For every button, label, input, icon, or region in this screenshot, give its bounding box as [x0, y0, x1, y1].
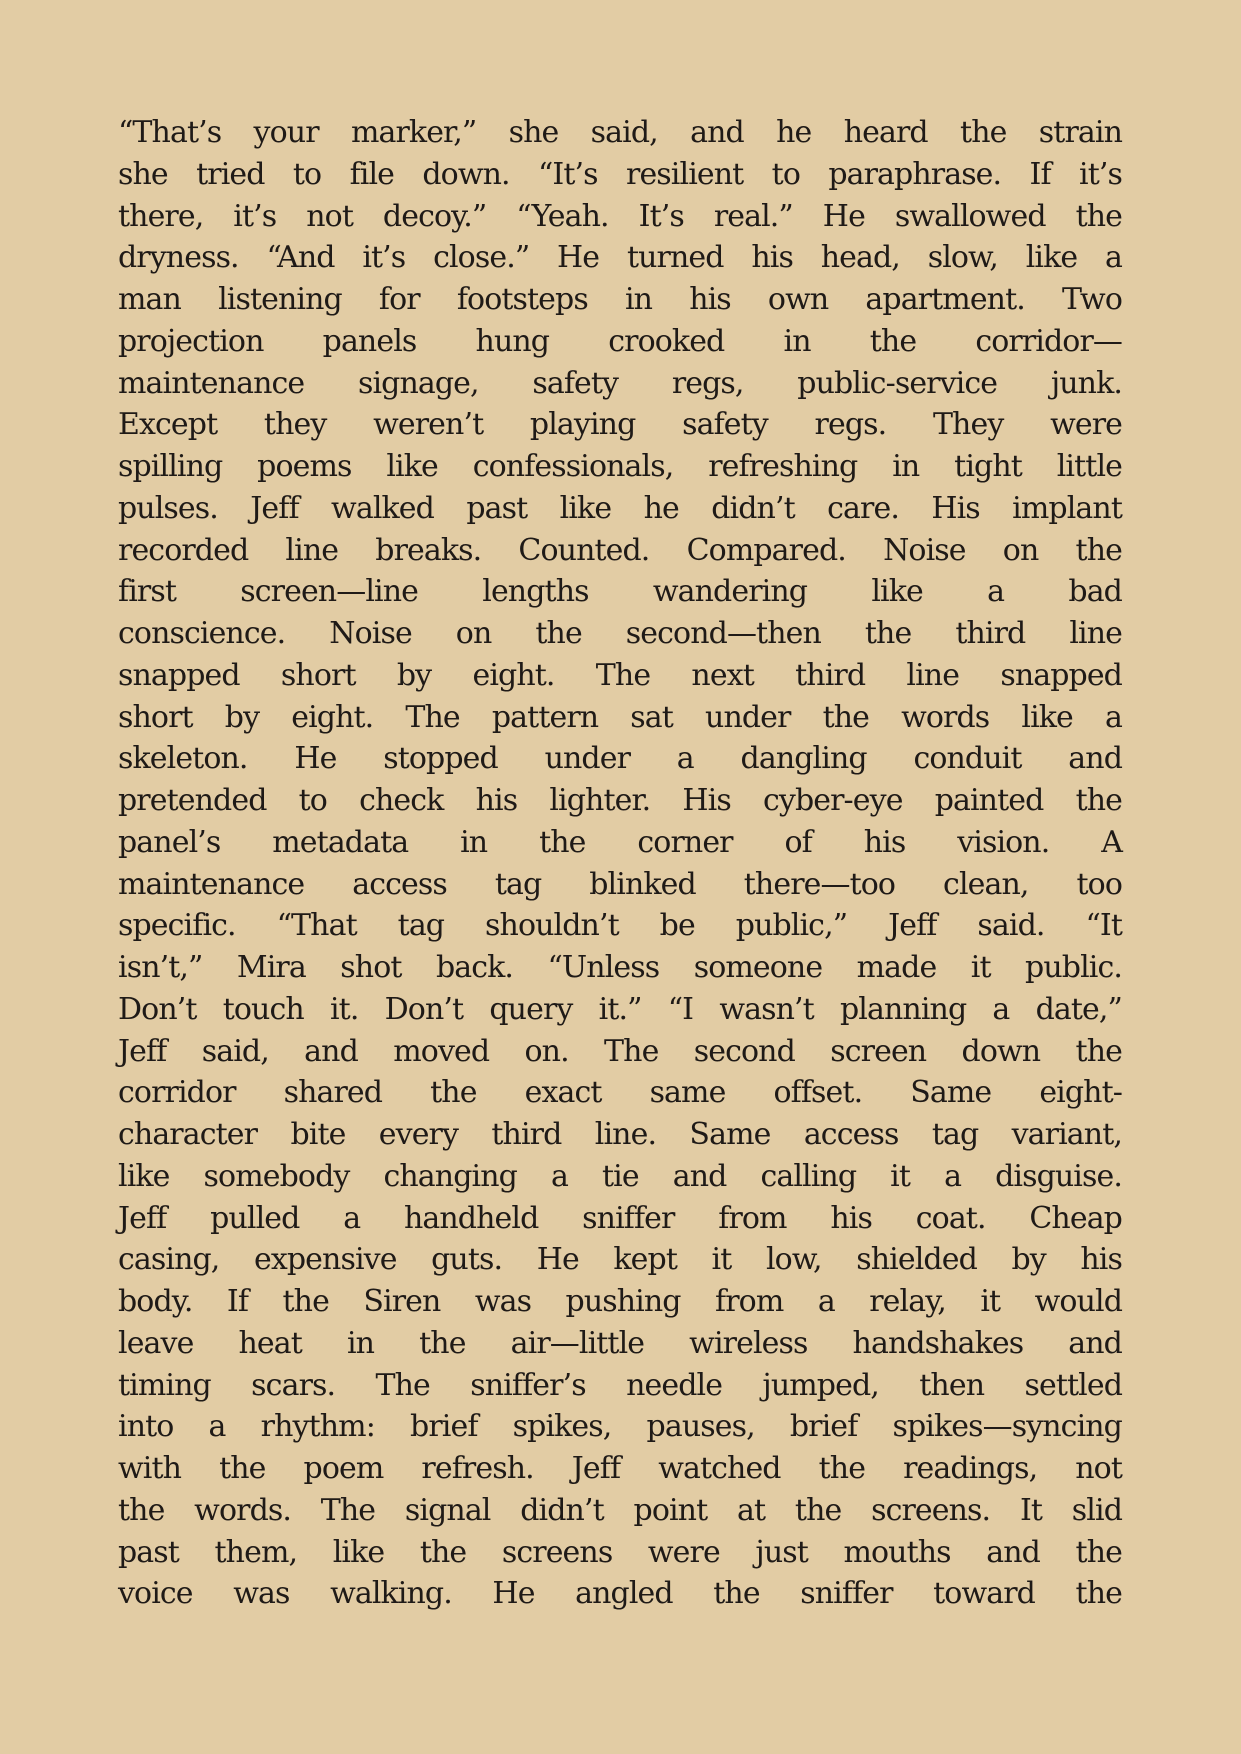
text-line: spilling poems like confessionals, refreshing in tight little [118, 449, 1122, 484]
text-line: dryness. “And it’s close.” He turned his head, slow, like a [118, 240, 1122, 276]
text-line: short by eight. The pattern sat under the words like a [118, 699, 1122, 735]
text-line: timing scars. The sniffer’s needle jumped, then settled [118, 1367, 1122, 1403]
text-line: maintenance signage, safety regs, public-service junk. [118, 365, 1122, 401]
text-line: man listening for footsteps in his own apartment. Two [118, 282, 1122, 317]
text-line: corridor shared the exact same offset. Same eight- [118, 1075, 1122, 1111]
text-line: body. If the Siren was pushing from a relay, it would [118, 1284, 1122, 1319]
text-line: pulses. Jeff walked past like he didn’t care. His implant [118, 490, 1122, 526]
text-line: recorded line breaks. Counted. Compared. Noise on the [118, 532, 1122, 568]
text-line: with the poem refresh. Jeff watched the readings, not [118, 1451, 1122, 1486]
text-line: maintenance access tag blinked there—too clean, too [118, 866, 1122, 902]
text-line: pretended to check his lighter. His cyber-eye painted the [118, 783, 1122, 818]
text-line: conscience. Noise on the second—then the third line [118, 616, 1122, 651]
text-line: there, it’s not decoy.” “Yeah. It’s real.” He swallowed the [118, 198, 1122, 234]
text-line: isn’t,” Mira shot back. “Unless someone made it public. [118, 950, 1122, 985]
text-line: Jeff pulled a handheld sniffer from his coat. Cheap [118, 1200, 1122, 1236]
text-line: she tried to file down. “It’s resilient to paraphrase. If it’s [118, 156, 1122, 192]
text-line: skeleton. He stopped under a dangling conduit and [118, 741, 1122, 777]
document-page [118, 112, 1122, 1615]
text-line: first screen—line lengths wandering like a bad [118, 574, 1122, 610]
text-line: specific. “That tag shouldn’t be public,” Jeff said. “It [118, 908, 1122, 944]
text-line: Don’t touch it. Don’t query it.” “I wasn’t planning a date,” [118, 991, 1122, 1027]
text-line: projection panels hung crooked in the corridor— [118, 323, 1122, 359]
text-line: character bite every third line. Same access tag variant, [118, 1117, 1122, 1152]
text-line: past them, like the screens were just mouths and the [118, 1534, 1122, 1570]
text-line: Jeff said, and moved on. The second screen down the [118, 1033, 1122, 1069]
text-line: like somebody changing a tie and calling it a disguise. [118, 1158, 1122, 1194]
text-line: leave heat in the air—little wireless handshakes and [118, 1325, 1122, 1361]
text-line: Except they weren’t playing safety regs. They were [118, 407, 1122, 443]
text-line: casing, expensive guts. He kept it low, shielded by his [118, 1242, 1122, 1278]
text-line: the words. The signal didn’t point at the screens. It slid [118, 1492, 1122, 1528]
text-line: snapped short by eight. The next third line snapped [118, 657, 1122, 693]
text-line: into a rhythm: brief spikes, pauses, brief spikes—syncing [118, 1409, 1122, 1445]
text-line: voice was walking. He angled the sniffer toward the [118, 1576, 1122, 1612]
text-line: panel’s metadata in the corner of his vision. A [118, 824, 1122, 860]
text-line: “That’s your marker,” she said, and he heard the strain [118, 115, 1122, 150]
